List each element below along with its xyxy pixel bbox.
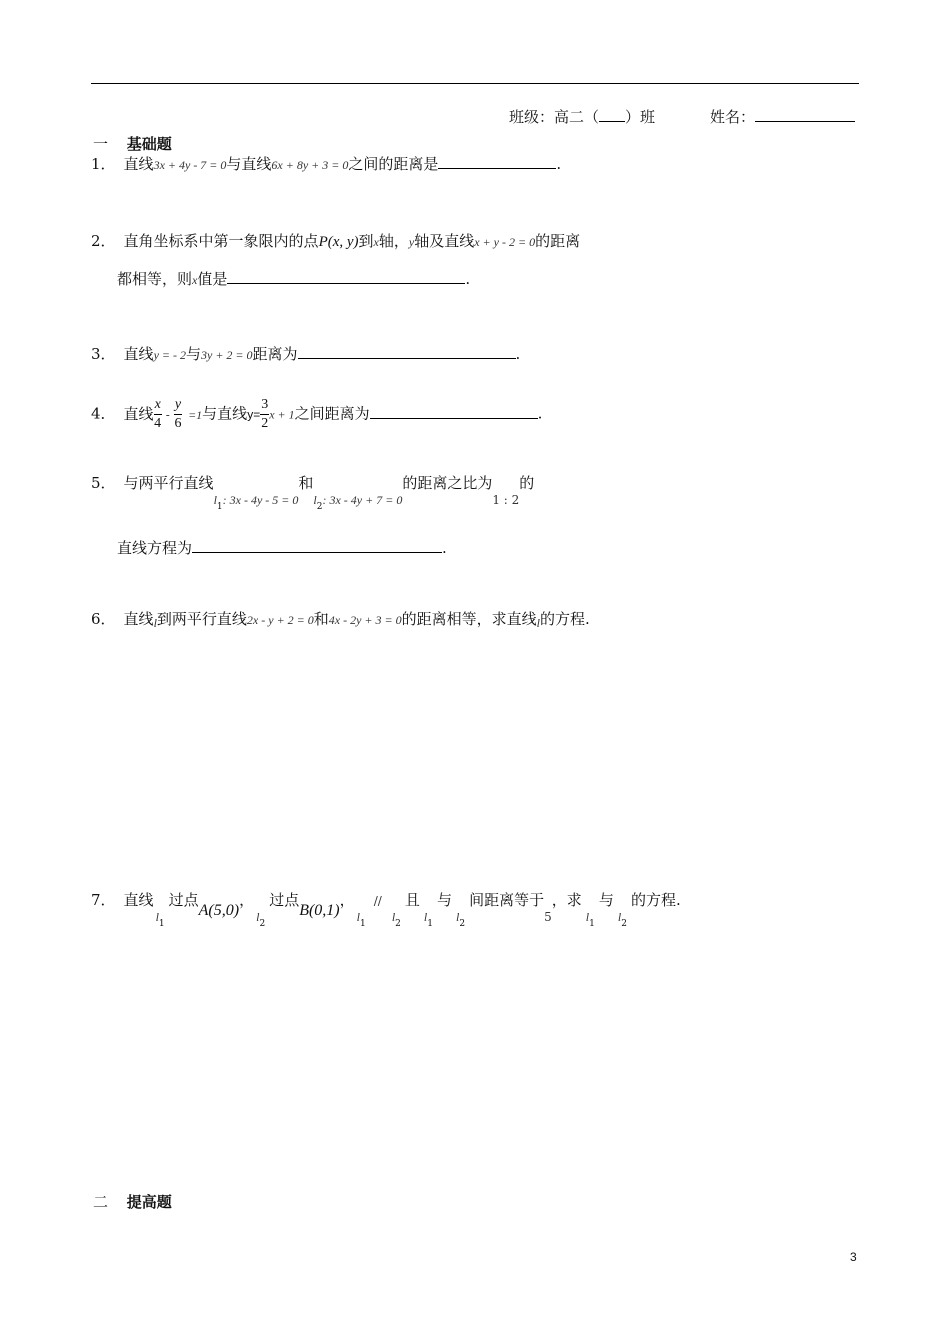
q7-comma2: ，	[339, 891, 355, 909]
class-end: ）班	[625, 108, 656, 126]
q3-mid: 与	[185, 345, 201, 363]
q5-l1-eq: : 3x - 4y - 5 = 0	[222, 493, 299, 507]
q7-l1: $l_1$	[155, 910, 165, 929]
q1-pre: 直线	[123, 155, 154, 173]
question-5	[91, 472, 534, 512]
class-blank[interactable]	[599, 107, 625, 122]
q3-end: .	[515, 345, 521, 363]
q2-pre: 直角坐标系中第一象限内的点	[123, 232, 319, 250]
q7-point-a: A(5,0)	[198, 902, 240, 919]
q1-eq2: 6x + 8y + 3 = 0	[271, 158, 349, 172]
q3-answer-blank[interactable]	[298, 344, 516, 359]
q2-number: 2．	[91, 232, 116, 250]
q5-and: 和	[298, 474, 314, 492]
q1-answer-blank[interactable]	[438, 154, 556, 169]
q2-axis1: 轴，	[378, 232, 409, 250]
q5-number: 5．	[91, 474, 116, 492]
q4-answer-blank[interactable]	[370, 404, 538, 419]
section1-title: 基础题	[126, 135, 172, 153]
section1-number: 一	[93, 135, 109, 153]
q7-thru1: 过点	[168, 891, 199, 909]
q7-post: 的方程.	[630, 891, 681, 909]
q1-mid: 与直线	[226, 155, 272, 173]
q5-ratio: 1 : 2	[492, 493, 520, 507]
q1-number: 1．	[91, 155, 116, 173]
q2-line2-post: 值是	[197, 270, 228, 288]
q5-line2: 直线方程为	[117, 539, 193, 557]
q3-eq2: 3y + 2 = 0	[201, 348, 253, 362]
q7-dist: 间距离等于	[469, 891, 545, 909]
q5-l1-name: l	[213, 493, 217, 507]
q7-thru2: 过点	[269, 891, 300, 909]
q3-post: 距离为	[252, 345, 298, 363]
q1-end: .	[556, 155, 562, 173]
q3-pre: 直线	[123, 345, 154, 363]
q7-parallel: //	[373, 894, 382, 908]
q7-ask: ，求	[551, 891, 582, 909]
name-field	[710, 106, 855, 127]
q5-l2-eq: : 3x - 4y + 7 = 0	[322, 493, 403, 507]
q4-mid: 与直线	[202, 404, 248, 423]
q1-eq1: 3x + 4y - 7 = 0	[153, 158, 227, 172]
q5-l1-sub: 1	[216, 502, 223, 512]
q7-l1-c: $l_1$	[423, 910, 433, 929]
q7-number: 7．	[91, 891, 116, 909]
q1-post: 之间的距离是	[348, 155, 439, 173]
q3-eq1: y = - 2	[153, 348, 186, 362]
q2-axis2: 轴及直线	[414, 232, 475, 250]
question-2-line2	[117, 268, 470, 289]
q6-post: 的方程.	[539, 610, 590, 628]
q2-line2-pre: 都相等，则	[117, 270, 193, 288]
question-4	[91, 396, 542, 433]
q4-end: .	[537, 404, 543, 423]
q7-and1: 且	[404, 891, 420, 909]
q6-eq1: 2x - y + 2 = 0	[246, 613, 314, 627]
q6-mid2: 的距离相等，求直线	[401, 610, 537, 628]
q7-pre: 直线	[123, 891, 154, 909]
q2-line: x + y - 2 = 0	[474, 235, 536, 249]
q5-end: .	[442, 539, 447, 557]
q7-five: 5	[544, 910, 552, 924]
q7-l2-c: $l_2$	[456, 910, 466, 929]
section1-heading	[93, 133, 172, 154]
name-blank[interactable]	[755, 107, 855, 122]
q6-and: 和	[313, 610, 329, 628]
q2-yvar: y	[408, 235, 415, 249]
question-2	[91, 230, 580, 251]
q3-number: 3．	[91, 345, 116, 363]
q2-xvar: x	[373, 235, 379, 249]
q7-l2: $l_2$	[256, 910, 266, 929]
q7-l1-b: $l_1$	[356, 910, 366, 929]
q5-pre: 与两平行直线	[123, 474, 214, 492]
q6-mid1: 到两平行直线	[156, 610, 247, 628]
q4-fraction-3: $\frac{3}{2}$	[261, 397, 269, 431]
question-6	[91, 608, 590, 631]
q2-answer-blank[interactable]	[227, 269, 465, 284]
q7-l2-b: $l_2$	[391, 910, 401, 929]
q4-rhs: =1	[188, 407, 203, 422]
header-rule	[91, 83, 859, 84]
section2-number: 二	[93, 1193, 109, 1211]
section2-heading	[93, 1191, 172, 1212]
q7-point-b: B(0,1)	[299, 902, 340, 919]
q2-post: 的距离	[535, 232, 581, 250]
section2-title: 提高题	[126, 1193, 172, 1211]
q7-comma1: ，	[239, 891, 255, 909]
q4-fraction-2: $\frac{y}{6}$	[174, 397, 182, 431]
q2-end: .	[465, 270, 471, 288]
q5-mid: 的距离之比为	[402, 474, 493, 492]
q7-l2-d: $l_2$	[617, 910, 627, 929]
q5-post: 的	[519, 474, 535, 492]
q6-l-var: l	[153, 616, 157, 630]
q4-fraction-1: $\frac{x}{4}$	[154, 397, 162, 431]
q5-answer-blank[interactable]	[192, 538, 442, 553]
class-label: 班级：高二（	[509, 108, 600, 126]
q4-tail: x + 1	[269, 407, 295, 422]
q5-l2-sub: 2	[316, 502, 323, 512]
q4-number: 4．	[91, 404, 116, 423]
page-number: 3	[850, 1250, 857, 1264]
q7-l1-d: $l_1$	[585, 910, 595, 929]
q6-l-var-2: l	[536, 616, 540, 630]
q6-pre: 直线	[123, 610, 154, 628]
question-1	[91, 153, 561, 174]
q4-minus: -	[165, 407, 170, 422]
question-3	[91, 343, 520, 364]
q6-eq2: 4x - 2y + 3 = 0	[328, 613, 402, 627]
q2-to: 到	[358, 232, 374, 250]
q7-with2: 与	[598, 891, 614, 909]
name-label: 姓名：	[710, 108, 756, 126]
q6-number: 6．	[91, 610, 116, 628]
q4-pre: 直线	[123, 404, 154, 423]
question-7	[91, 889, 681, 929]
question-5-line2	[117, 537, 447, 558]
q4-post: 之间距离为	[294, 404, 370, 423]
q2-line2-var: x	[192, 273, 198, 287]
q7-with1: 与	[437, 891, 453, 909]
class-field	[509, 106, 655, 127]
q5-l2-name: l	[313, 493, 317, 507]
q4-y-eq: y=	[247, 407, 261, 422]
q2-point: P(x, y)	[318, 234, 359, 250]
